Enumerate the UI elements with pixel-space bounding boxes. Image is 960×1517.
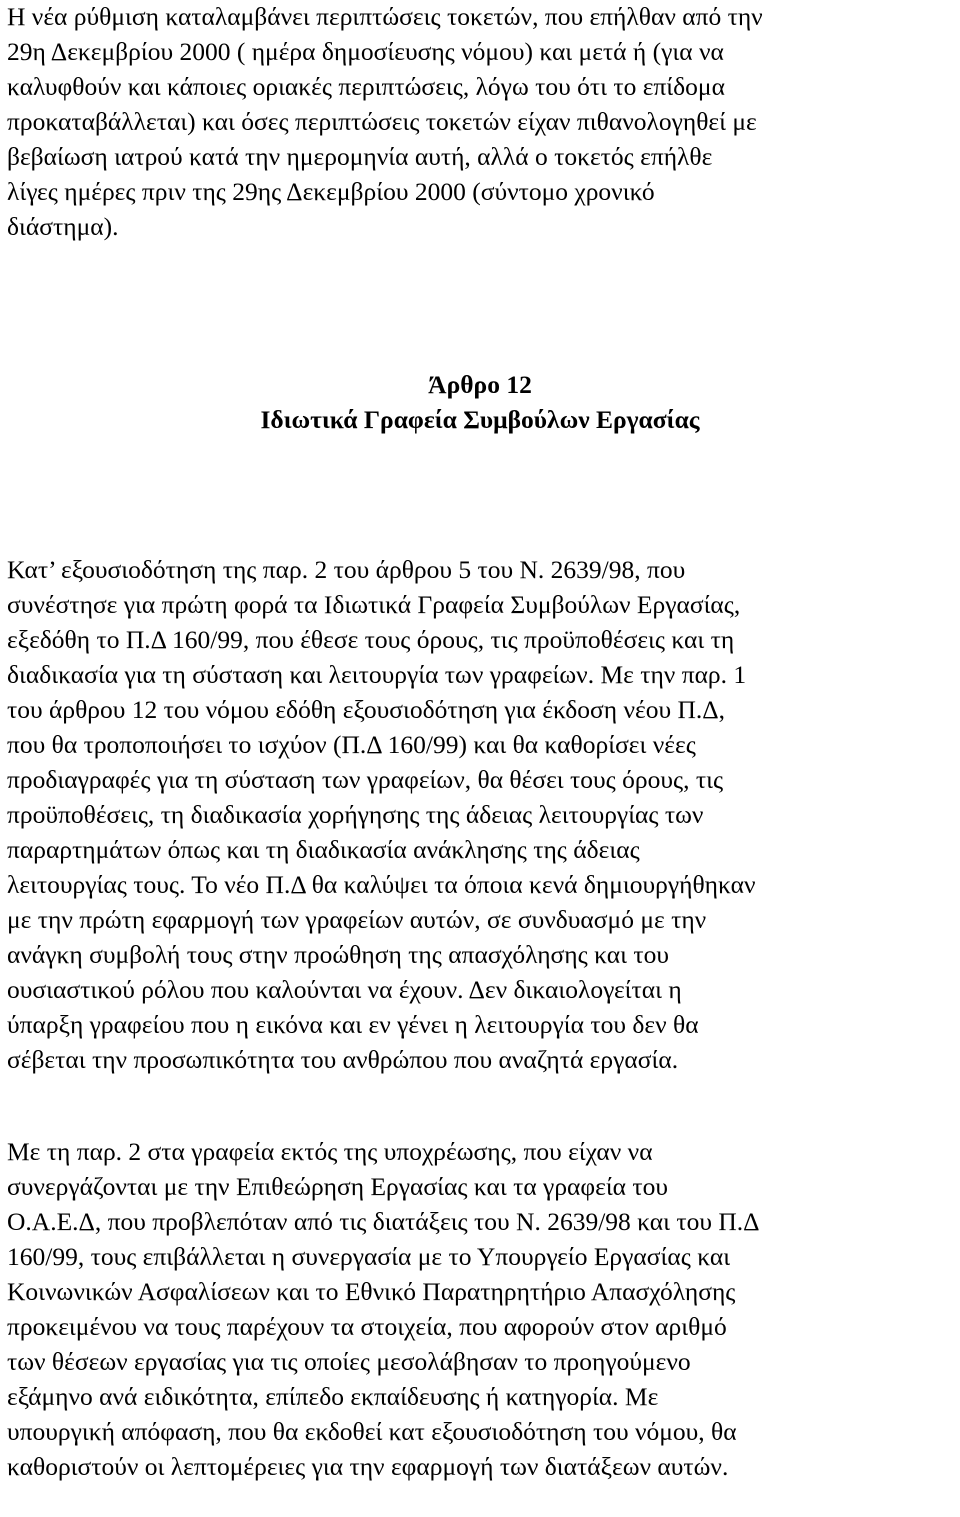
text-line: Κατ’ εξουσιοδότηση της παρ. 2 του άρθρου 5 του Ν. 2639/98, που [7,555,686,584]
text-line: διαδικασία για τη σύσταση και λειτουργία των γραφείων. Με την παρ. 1 [7,660,747,689]
text-line: εξάμηνο ανά ειδικότητα, επίπεδο εκπαίδευσης ή κατηγορία. Με [7,1382,659,1411]
text-line: με την πρώτη εφαρμογή των γραφείων αυτών, σε συνδυασμό με την [7,905,707,934]
text-line: υπουργική απόφαση, που θα εκδοθεί κατ εξουσιοδότηση του νόμου, θα [7,1417,737,1446]
text-line: σέβεται την προσωπικότητα του ανθρώπου που αναζητά εργασία. [7,1045,679,1074]
text-line: ουσιαστικού ρόλου που καλούνται να έχουν. Δεν δικαιολογείται η [7,975,682,1004]
article-number: Άρθρο 12 [428,370,532,399]
text-line: εξεδόθη το Π.Δ 160/99, που έθεσε τους όρους, τις προϋποθέσεις και τη [7,625,735,654]
text-line: παραρτημάτων όπως και τη διαδικασία ανάκλησης της άδειας [7,835,640,864]
text-line: συνέστησε για πρώτη φορά τα Ιδιωτικά Γραφεία Συμβούλων Εργασίας, [7,590,741,619]
text-line: λίγες ημέρες πριν της 29ης Δεκεμβρίου 2000 (σύντομο χρονικό [7,177,655,206]
text-line: προϋποθέσεις, τη διαδικασία χορήγησης της άδειας λειτουργίας των [7,800,704,829]
article-title: Ιδιωτικά Γραφεία Συμβούλων Εργασίας [260,405,700,434]
text-line: διάστημα). [7,212,119,241]
text-line: λειτουργίας τους. Το νέο Π.Δ θα καλύψει τα όποια κενά δημιουργήθηκαν [7,870,756,899]
text-line: Με τη παρ. 2 στα γραφεία εκτός της υποχρέωσης, που είχαν να [7,1137,653,1166]
text-line: Ο.Α.Ε.Δ, που προβλεπόταν από τις διατάξεις του Ν. 2639/98 και του Π.Δ [7,1207,760,1236]
text-line: καθοριστούν οι λεπτομέρειες για την εφαρμογή των διατάξεων αυτών. [7,1452,729,1481]
text-line: των θέσεων εργασίας για τις οποίες μεσολάβησαν το προηγούμενο [7,1347,691,1376]
text-line: 29η Δεκεμβρίου 2000 ( ημέρα δημοσίευσης νόμου) και μετά ή (για να [7,37,724,66]
text-line: συνεργάζονται με την Επιθεώρηση Εργασίας και τα γραφεία του [7,1172,669,1201]
text-line: ανάγκη συμβολή τους στην προώθηση της απασχόλησης και του [7,940,669,969]
text-line: Η νέα ρύθμιση καταλαμβάνει περιπτώσεις τοκετών, που επήλθαν από την [7,2,763,31]
text-line: προκειμένου να τους παρέχουν τα στοιχεία, που αφορούν στον αριθμό [7,1312,727,1341]
text-line: του άρθρου 12 του νόμου εδόθη εξουσιοδότηση για έκδοση νέου Π.Δ, [7,695,726,724]
text-line: καλυφθούν και κάποιες οριακές περιπτώσεις, λόγω του ότι το επίδομα [7,72,725,101]
text-line: προδιαγραφές για τη σύσταση των γραφείων, θα θέσει τους όρους, τις [7,765,724,794]
text-line: Κοινωνικών Ασφαλίσεων και το Εθνικό Παρατηρητήριο Απασχόλησης [7,1277,736,1306]
text-line: που θα τροποποιήσει το ισχύον (Π.Δ 160/99) και θα καθορίσει νέες [7,730,696,759]
text-line: προκαταβάλλεται) και όσες περιπτώσεις τοκετών είχαν πιθανολογηθεί με [7,107,757,136]
text-line: βεβαίωση ιατρού κατά την ημερομηνία αυτή, αλλά ο τοκετός επήλθε [7,142,713,171]
text-line: ύπαρξη γραφείου που η εικόνα και εν γένει η λειτουργία του δεν θα [7,1010,699,1039]
text-line: 160/99, τους επιβάλλεται η συνεργασία με το Υπουργείο Εργασίας και [7,1242,731,1271]
